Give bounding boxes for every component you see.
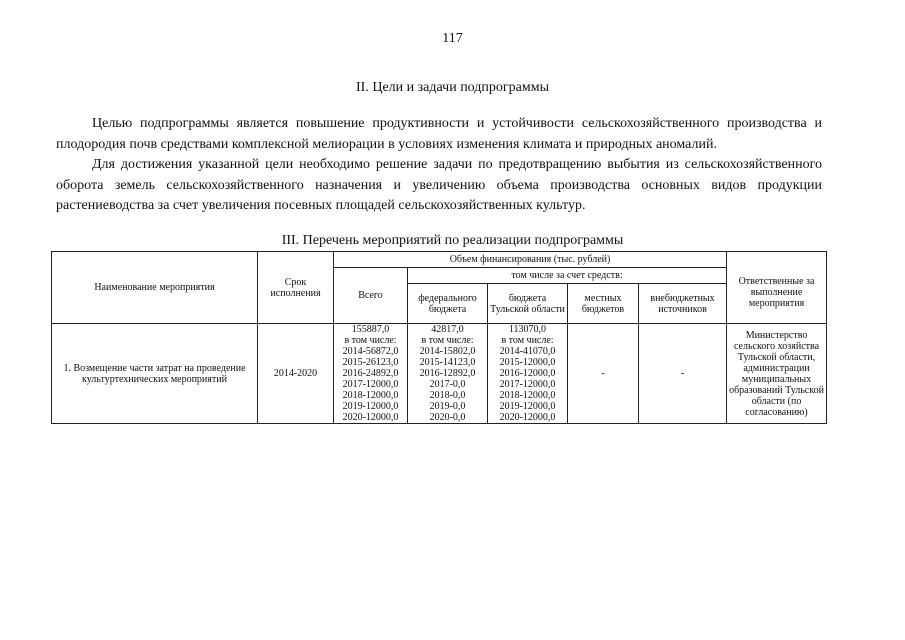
total-line: в том числе: — [344, 335, 397, 346]
row-name: 1. Возмещение части затрат на проведение культуртехнических мероприятий — [52, 324, 258, 424]
section-title: II. Цели и задачи подпрограммы — [356, 80, 549, 95]
federal-line: в том числе: — [421, 335, 474, 346]
regional-line: 113070,0 — [508, 324, 547, 335]
row-federal — [408, 324, 488, 424]
regional-line: 2020-12000,0 — [499, 412, 556, 423]
header-including: том числе за счет средств: — [408, 268, 727, 284]
total-line: 2017-12000,0 — [342, 379, 399, 390]
total-line: 2020-12000,0 — [342, 412, 399, 423]
header-responsible: Ответственные за выполнение мероприятия — [727, 252, 827, 324]
row-regional — [488, 324, 568, 424]
header-regional: бюджета Тульской области — [488, 284, 568, 324]
page-number: 117 — [442, 31, 463, 46]
federal-line: 2016-12892,0 — [419, 368, 476, 379]
header-name: Наименование мероприятия — [52, 252, 258, 324]
row-total — [334, 324, 408, 424]
regional-line: 2017-12000,0 — [499, 379, 556, 390]
federal-line: 2017-0,0 — [429, 379, 466, 390]
row-responsible: Министерство сельского хозяйства Тульской области, администрации муниципальных образований Тульской области (по согласованию) — [727, 324, 827, 424]
federal-line: 42817,0 — [431, 324, 464, 335]
total-line: 2014-56872,0 — [342, 346, 399, 357]
table-title: III. Перечень мероприятий по реализации подпрограммы — [281, 233, 624, 248]
header-total: Всего — [334, 268, 408, 324]
total-line: 2015-26123,0 — [342, 357, 399, 368]
total-line: 2019-12000,0 — [342, 401, 399, 412]
federal-line: 2019-0,0 — [429, 401, 466, 412]
regional-line: 2015-12000,0 — [499, 357, 556, 368]
federal-line: 2014-15802,0 — [419, 346, 476, 357]
regional-line: 2018-12000,0 — [499, 390, 556, 401]
task-paragraph: Для достижения указанной цели необходимо решение задачи по предотвращению выбытия из сельскохозяйственного оборота земель сельскохозяйственного назначения и увеличению объема производства основных видов продукции растениеводства за счет увеличения посевных площадей сельскохозяйственных культур. — [56, 157, 822, 213]
header-local: местных бюджетов — [568, 284, 639, 324]
row-local: - — [568, 324, 639, 424]
header-funding: Объем финансирования (тыс. рублей) — [334, 252, 727, 268]
table-row — [52, 324, 827, 424]
regional-line: 2016-12000,0 — [499, 368, 556, 379]
regional-line: 2014-41070,0 — [499, 346, 556, 357]
header-term: Срок исполнения — [258, 252, 334, 324]
row-extrabudget: - — [639, 324, 727, 424]
federal-line: 2020-0,0 — [429, 412, 466, 423]
goal-paragraph: Целью подпрограммы является повышение продуктивности и устойчивости сельскохозяйственного производства и плодородия почв средствами комплексной мелиорации в условиях изменения климата и природных аномалий. — [56, 116, 822, 152]
federal-line: 2018-0,0 — [429, 390, 466, 401]
regional-line: 2019-12000,0 — [499, 401, 556, 412]
total-line: 2016-24892,0 — [342, 368, 399, 379]
header-extrabudget: внебюджетных источников — [639, 284, 727, 324]
total-line: 2018-12000,0 — [342, 390, 399, 401]
total-line: 155887,0 — [351, 324, 390, 335]
measures-table — [51, 251, 827, 424]
row-term: 2014-2020 — [258, 324, 334, 424]
federal-line: 2015-14123,0 — [419, 357, 476, 368]
regional-line: в том числе: — [501, 335, 554, 346]
header-federal: федерального бюджета — [408, 284, 488, 324]
